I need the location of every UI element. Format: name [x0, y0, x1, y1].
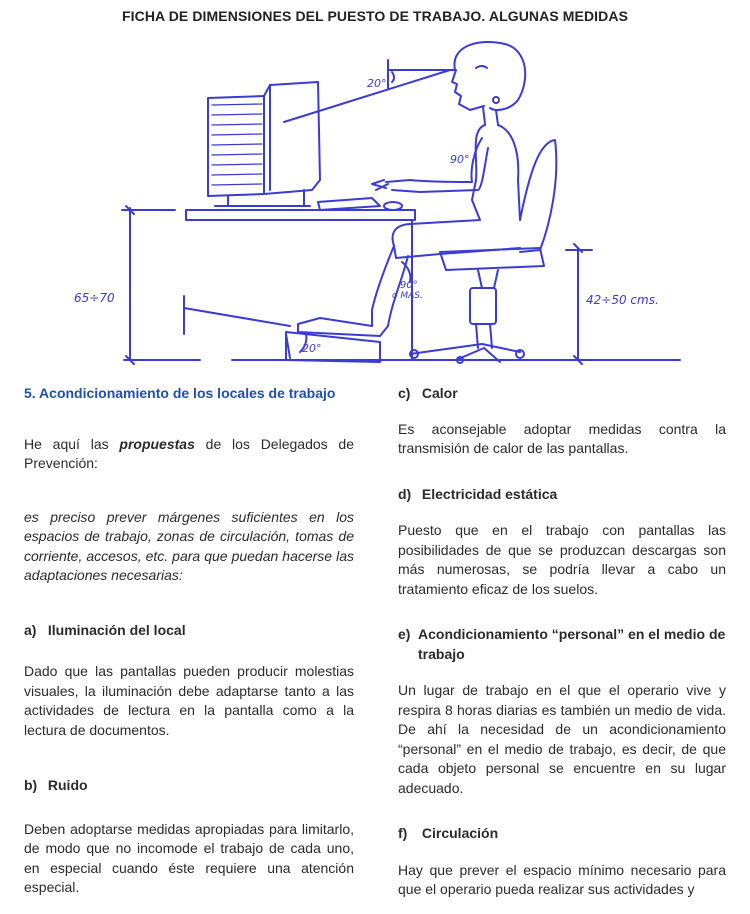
- body-c: Es aconsejable adoptar medidas contra la transmisión de calor de las pantallas.: [398, 420, 726, 456]
- elbow-angle-label: 90°: [450, 153, 470, 166]
- body-f: Hay que prever el espacio mínimo necesario para que el operario pueda realizar sus actividades y: [398, 861, 726, 897]
- desk: [186, 210, 415, 220]
- body-a: Dado que las pantallas pueden producir molestias visuales, la iluminación debe adaptarse tanto a las actividades de lectura en la pantalla como a la lectura de documentos.: [24, 663, 354, 738]
- body-e: Un lugar de trabajo en el que el operario vive y respira 8 horas diarias es también un medio de vida. De ahí la necesidad de un acondicionamiento “personal” en el medio de trabajo, es decir, de que cada objeto personal se encuentre en su lugar adecuado.: [398, 682, 726, 796]
- heading-e: e) Acondicionamiento “personal” en el medio de trabajo: [398, 626, 726, 662]
- heading-d: d) Electricidad estática: [398, 485, 558, 502]
- body-d: Puesto que en el trabajo con pantallas las posibilidades de que se produzcan descargas son más numerosas, se podría llevar a cabo un tratamiento eficaz de los suelos.: [398, 522, 726, 597]
- keyboard: [318, 198, 380, 210]
- intro-paragraph: He aquí las propuestas de los Delegados de Prevención:: [24, 435, 354, 471]
- seat-height-label: 42÷50 cms.: [586, 293, 659, 307]
- left-column: [24, 384, 354, 898]
- knee-angle-label: 90°: [400, 280, 418, 291]
- monitor: [208, 82, 320, 206]
- knee-angle-label-2: o MAS.: [392, 291, 423, 301]
- desk-height-label: 65÷70: [74, 291, 115, 305]
- heading-c: c) Calor: [398, 385, 458, 401]
- heading-b: b) Ruido: [24, 777, 88, 793]
- italic-paragraph: es preciso prever márgenes suficientes en los espacios de trabajo, zonas de circulación, tomas de corriente, accesos, etc. para que puedan hacerse las adaptaciones necesarias:: [24, 508, 354, 583]
- mouse: [384, 202, 402, 210]
- body-b: Deben adoptarse medidas apropiadas para limitarlo, de modo que no incomode el trabajo de cada uno, en especial cuando éste requiere una atención especial.: [24, 820, 354, 895]
- right-column: [398, 384, 726, 900]
- section-title: 5. Acondicionamiento de los locales de trabajo: [24, 385, 336, 401]
- foot-angle-label: 20°: [302, 342, 322, 355]
- heading-a: a) Iluminación del local: [24, 621, 186, 638]
- heading-f: f) Circulación: [398, 825, 499, 841]
- page-title: FICHA DE DIMENSIONES DEL PUESTO DE TRABAJO. ALGUNAS MEDIDAS: [121, 8, 629, 24]
- footrest: [286, 332, 380, 362]
- workstation-illustration: [0, 30, 750, 370]
- eye-angle-label: 20°: [367, 77, 387, 90]
